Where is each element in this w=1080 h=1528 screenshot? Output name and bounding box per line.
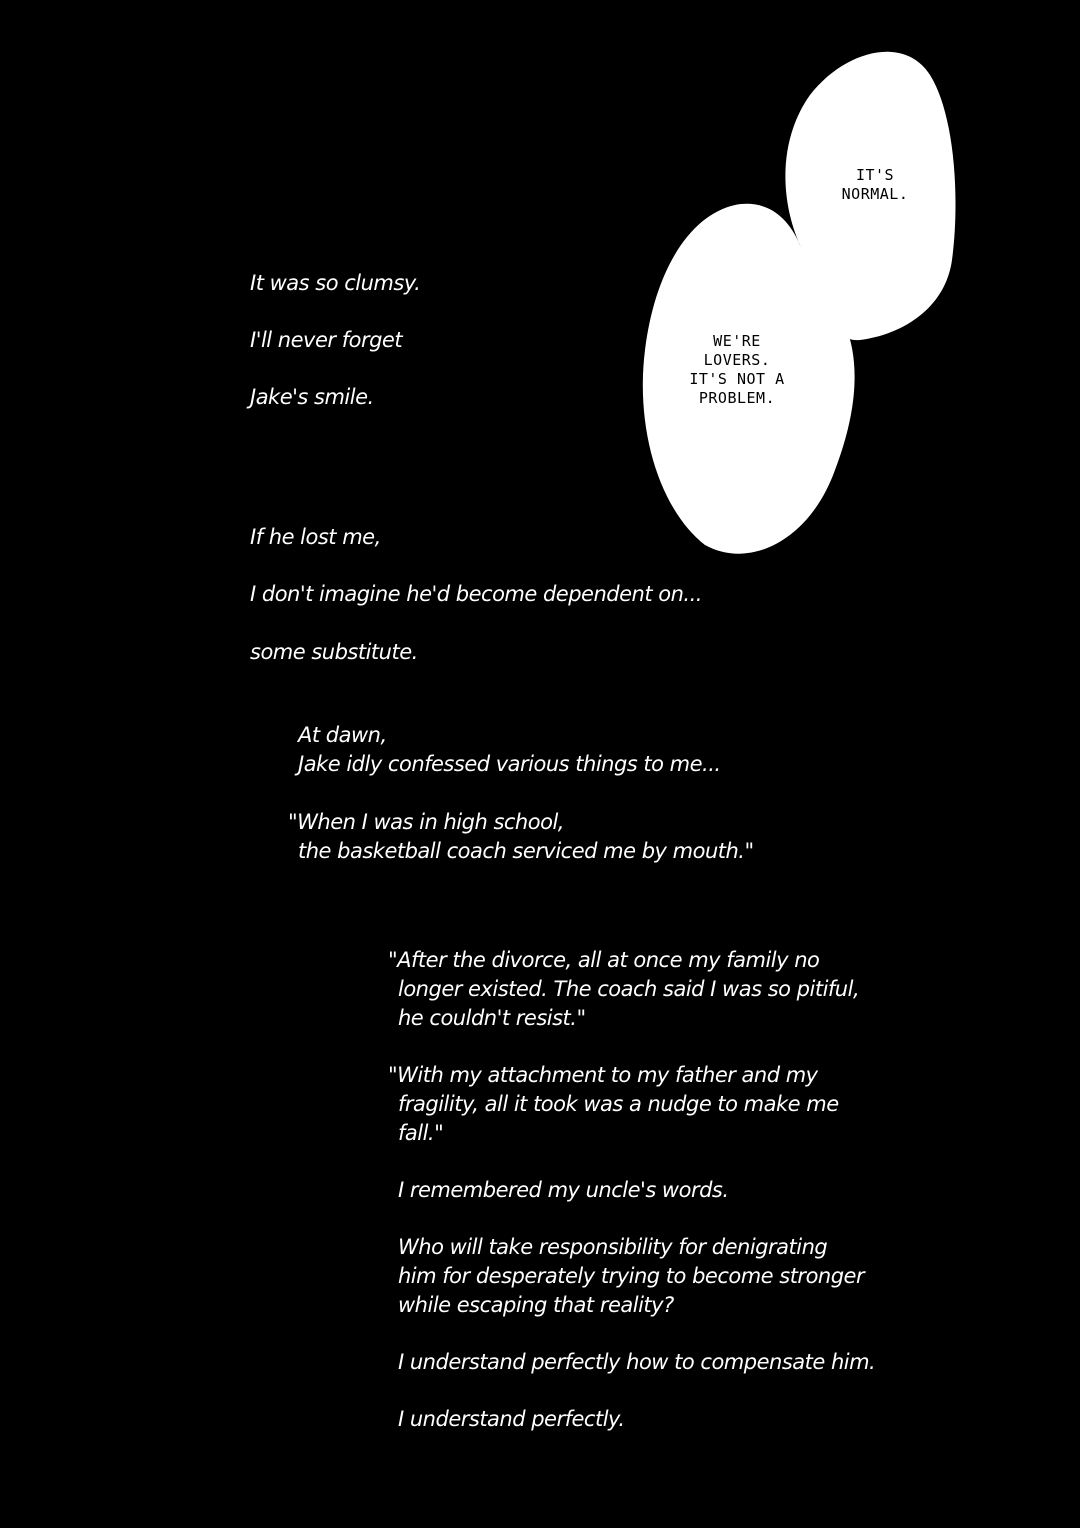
bubble-line: IT'S — [855, 166, 895, 184]
narration-line: It was so clumsy. — [250, 271, 421, 295]
bubble-line: NORMAL. — [841, 185, 909, 203]
narration-line: fall." — [398, 1121, 444, 1145]
narration-line: "When I was in high school, — [288, 810, 564, 834]
narration-line: while escaping that reality? — [398, 1293, 674, 1317]
narration-line: I'll never forget — [250, 328, 403, 352]
narration-line: "With my attachment to my father and my — [388, 1063, 818, 1087]
narration-line: Who will take responsibility for denigrating — [398, 1235, 828, 1259]
narration-line: If he lost me, — [250, 525, 381, 549]
narration-line: "After the divorce, all at once my family no — [388, 948, 820, 972]
narration-line: him for desperately trying to become stronger — [398, 1264, 865, 1288]
narration-line: fragility, all it took was a nudge to make me — [398, 1092, 839, 1116]
narration-line: I understand perfectly. — [398, 1407, 625, 1431]
narration-line: I remembered my uncle's words. — [398, 1178, 729, 1202]
narration-line: he couldn't resist." — [398, 1006, 586, 1030]
narration-line: the basketball coach serviced me by mouth." — [298, 839, 754, 863]
bubble-line: WE'RE — [713, 332, 761, 350]
bubble-line: LOVERS. — [703, 351, 771, 369]
narration-line: At dawn, — [298, 723, 387, 747]
narration-line: longer existed. The coach said I was so pitiful, — [398, 977, 860, 1001]
narration-line: I understand perfectly how to compensate him. — [398, 1350, 876, 1374]
narration-line: Jake idly confessed various things to me... — [298, 752, 721, 776]
bubble-text-bottom — [672, 332, 802, 408]
narration-line: some substitute. — [250, 640, 418, 664]
bubble-text-top — [820, 166, 930, 204]
bubble-line: PROBLEM. — [698, 389, 776, 407]
narration-line: I don't imagine he'd become dependent on... — [250, 582, 702, 606]
narration-line: Jake's smile. — [250, 385, 374, 409]
bubble-line: IT'S NOT A — [689, 370, 785, 388]
